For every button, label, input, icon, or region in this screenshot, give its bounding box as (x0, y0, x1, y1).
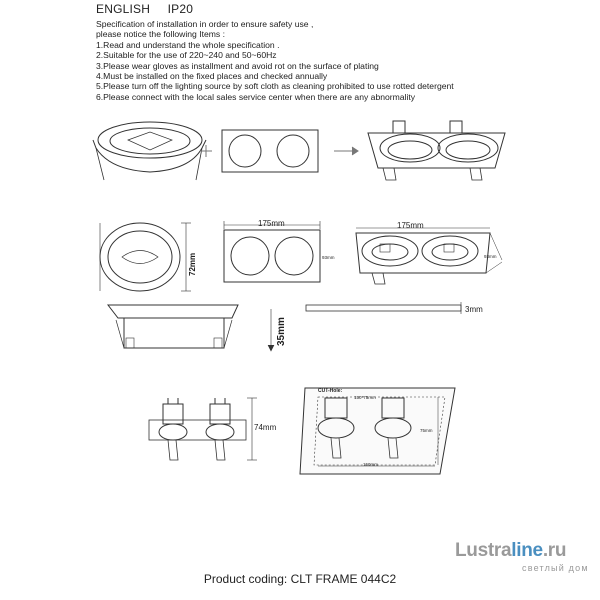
assembly-height-label: 74mm (254, 423, 277, 432)
ip-rating: IP20 (167, 2, 194, 16)
spec-line: 2.Suitable for the use of 220~240 and 50~60Hz (96, 50, 277, 61)
assembled-top-view (356, 228, 502, 284)
frame-front-view (224, 221, 320, 282)
assembled-frame-drawing (368, 121, 505, 180)
ring-side-view (108, 305, 238, 348)
ring-top-view (100, 223, 180, 291)
cut-hole-size: 150*75mm (354, 395, 376, 400)
logo-part-2: line (511, 540, 543, 561)
spec-line: 4.Must be installed on the fixed places and checked annually (96, 71, 328, 82)
product-coding: Product coding: CLT FRAME 044C2 (203, 572, 397, 586)
spec-line: 5.Please turn off the lighting source by soft cloth as cleaning prohibited to use rotted detergent (96, 81, 454, 92)
frame-side-view (306, 302, 461, 314)
cut-height-label: 75mm (420, 428, 433, 433)
depth-dimension-line (268, 309, 274, 351)
logo-tagline: светлый дом (522, 563, 589, 573)
gu10-assembly-side (149, 398, 257, 460)
language-label: ENGLISH (96, 2, 151, 16)
ring-depth-label: 35mm (276, 317, 287, 346)
frame-depth-label: 93mm (322, 255, 335, 260)
logo-part-1: Lustra (455, 540, 512, 561)
spec-line: 1.Read and understand the whole specification . (96, 39, 280, 50)
arrow-icon (334, 147, 358, 155)
lustraline-logo (455, 540, 566, 562)
assembled-width-label: 175mm (397, 221, 424, 230)
cut-width-label: 150mm (363, 462, 379, 467)
assembled-depth-label: 93mm (484, 254, 497, 259)
spec-line: please notice the following Items : (96, 29, 225, 40)
spec-line: Specification of installation in order to ensure safety use , (96, 19, 314, 29)
logo-part-3: .ru (542, 540, 567, 561)
spec-line: 3.Please wear gloves as installment and avoid rot on the surface of plating (96, 60, 379, 71)
plus-sign (200, 145, 212, 157)
recessed-ring-drawing (93, 122, 206, 180)
thickness-label: 3mm (465, 305, 483, 314)
frame-width-label: 175mm (258, 219, 285, 228)
spec-line: 6.Please connect with the local sales service center when there are any abnormality (96, 91, 416, 102)
ring-height-label: 72mm (188, 252, 197, 276)
double-frame-drawing (222, 130, 318, 172)
cut-hole-label: CUT-Hole: (318, 388, 343, 394)
